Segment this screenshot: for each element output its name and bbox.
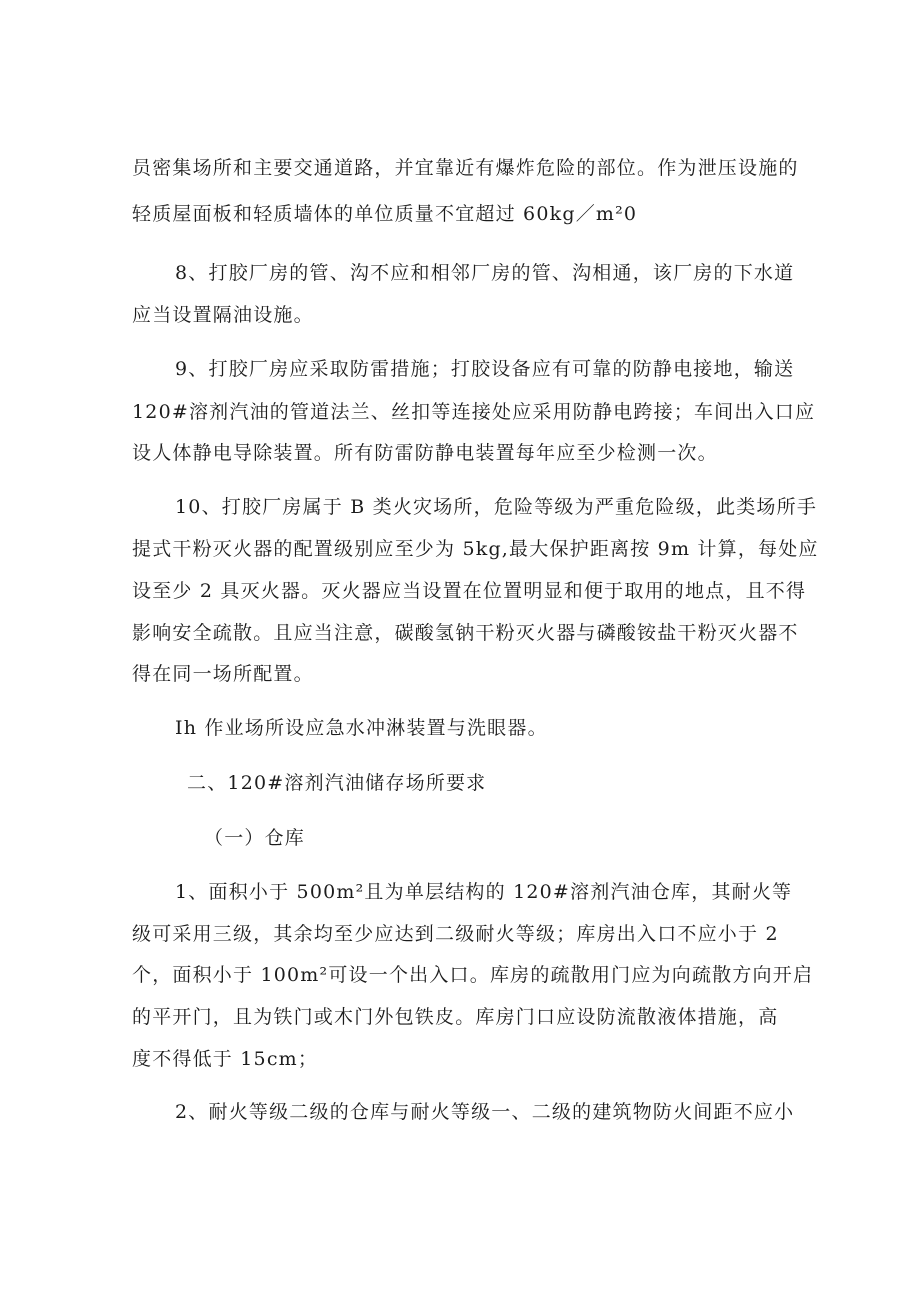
text-line: 员密集场所和主要交通道路，并宜靠近有爆炸危险的部位。作为泄压设施的 [132,157,799,179]
text-line: 个，面积小于 100m²可设一个出入口。库房的疏散用门应为向疏散方向开启 [132,964,814,986]
text-line: 度不得低于 15cm； [132,1048,319,1070]
paragraph-8-line: 8、打胶厂房的管、沟不应和相邻厂房的管、沟相通，该厂房的下水道 [175,262,795,284]
section-heading: 二、120#溶剂汽油储存场所要求 [187,772,487,794]
text-line: 轻质屋面板和轻质墙体的单位质量不宜超过 60kg／m²0 [132,203,638,225]
text-line: 得在同一场所配置。 [132,663,314,685]
paragraph-10-line: 10、打胶厂房属于 B 类火灾场所，危险等级为严重危险级，此类场所手 [175,496,818,518]
text-line: 设人体静电导除装置。所有防雷防静电装置每年应至少检测一次。 [132,442,718,464]
text-line: 提式干粉灭火器的配置级别应至少为 5kg,最大保护距离按 9m 计算，每处应 [132,538,819,560]
subsection-heading: （一）仓库 [204,827,306,849]
text-line: 应当设置隔油设施。 [132,304,314,326]
paragraph-9-line: 9、打胶厂房应采取防雷措施；打胶设备应有可靠的防静电接地，输送 [175,358,795,380]
text-line: 120#溶剂汽油的管道法兰、丝扣等连接处应采用防静电跨接；车间出入口应 [132,401,816,423]
paragraph-1-line: 1、面积小于 500m²且为单层结构的 120#溶剂汽油仓库，其耐火等 [175,881,793,903]
paragraph-11-line: Ih 作业场所设应急水冲淋装置与洗眼器。 [175,717,548,739]
text-line: 设至少 2 具灭火器。灭火器应当设置在位置明显和便于取用的地点，且不得 [132,580,807,602]
paragraph-2-line: 2、耐火等级二级的仓库与耐火等级一、二级的建筑物防火间距不应小 [175,1101,795,1123]
text-line: 级可采用三级，其余均至少应达到二级耐火等级；库房出入口不应小于 2 [132,923,779,945]
text-line: 的平开门，且为铁门或木门外包铁皮。库房门口应设防流散液体措施，高 [132,1006,779,1028]
text-line: 影响安全疏散。且应当注意，碳酸氢钠干粉灭火器与磷酸铵盐干粉灭火器不 [132,622,799,644]
